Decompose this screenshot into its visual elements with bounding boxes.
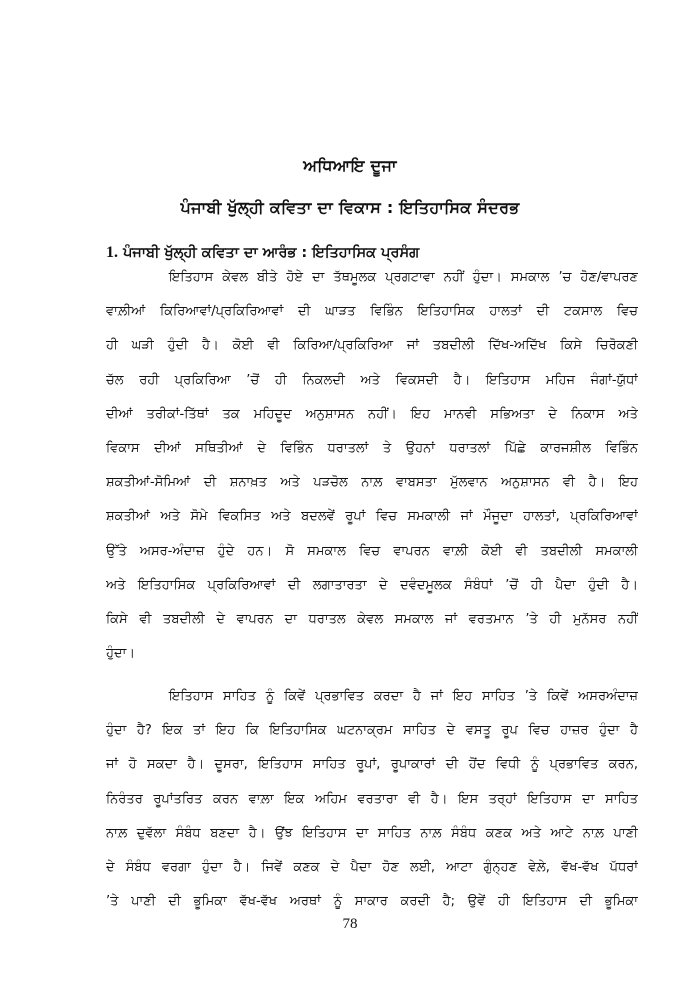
text-line: ਸ਼ਕਤੀਆਂ ਅਤੇ ਸੋਮੇ ਵਿਕਸਿਤ ਅਤੇ ਬਦਲਵੇਂ ਰੂਪਾਂ ਵਿਚ ਸਮਕਾਲੀ ਜਾਂ ਮੌਜੂਦਾ ਹਾਲਤਾਂ, ਪ੍ਰਕਿਰਿਆਵਾਂ bbox=[106, 509, 638, 525]
text-line: ’ਤੇ ਪਾਣੀ ਦੀ ਭੂਮਿਕਾ ਵੱਖ-ਵੱਖ ਅਰਥਾਂ ਨੂੰ ਸਾਕਾਰ ਕਰਦੀ ਹੈ; ਉਵੇਂ ਹੀ ਇਤਿਹਾਸ ਦੀ ਭੂਮਿਕਾ bbox=[106, 894, 638, 910]
text-line: ਹੁੰਦਾ। bbox=[106, 646, 136, 662]
text-line: ਸ਼ਕਤੀਆਂ-ਸੋਮਿਆਂ ਦੀ ਸ਼ਨਾਖ਼ਤ ਅਤੇ ਪੜਚੋਲ ਨਾਲ਼ ਵਾਬਸਤਾ ਮੁੱਲਵਾਨ ਅਨੁਸ਼ਾਸਨ ਵੀ ਹੈ। ਇਹ bbox=[106, 475, 638, 491]
section-heading-text: ਪੰਜਾਬੀ ਖੁੱਲ੍ਹੀ ਕਵਿਤਾ ਦਾ ਆਰੰਭ : ਇਤਿਹਾਸਿਕ ਪ੍ਰਸੰਗ bbox=[123, 245, 420, 261]
paragraph-2 bbox=[106, 687, 638, 926]
chapter-title: ਪੰਜਾਬੀ ਖੁੱਲ੍ਹੀ ਕਵਿਤਾ ਦਾ ਵਿਕਾਸ : ਇਤਿਹਾਸਿਕ ਸੰਦਰਭ bbox=[180, 198, 520, 217]
text-line: ਚੱਲ ਰਹੀ ਪ੍ਰਕਿਰਿਆ ’ਚੋਂ ਹੀ ਨਿਕਲਦੀ ਅਤੇ ਵਿਕਸਦੀ ਹੈ। ਇਤਿਹਾਸ ਮਹਿਜ ਜੰਗਾਂ-ਯੁੱਧਾਂ bbox=[106, 372, 638, 388]
text-line: ਇਤਿਹਾਸ ਕੇਵਲ ਬੀਤੇ ਹੋਏ ਦਾ ਤੱਥਮੂਲਕ ਪ੍ਰਗਟਾਵਾ ਨਹੀਂ ਹੁੰਦਾ। ਸਮਕਾਲ ’ਚ ਹੋਣ/ਵਾਪਰਣ bbox=[169, 270, 638, 285]
text-line: ਵਾਲ਼ੀਆਂ ਕਿਰਿਆਵਾਂ/ਪ੍ਰਕਿਰਿਆਵਾਂ ਦੀ ਘਾੜਤ ਵਿਭਿੰਨ ਇਤਿਹਾਸਿਕ ਹਾਲਤਾਂ ਦੀ ਟਕਸਾਲ ਵਿਚ bbox=[106, 304, 638, 320]
text-line: ਇਤਿਹਾਸ ਸਾਹਿਤ ਨੂੰ ਕਿਵੇਂ ਪ੍ਰਭਾਵਿਤ ਕਰਦਾ ਹੈ ਜਾਂ ਇਹ ਸਾਹਿਤ ’ਤੇ ਕਿਵੇਂ ਅਸਰਅੰਦਾਜ਼ bbox=[169, 689, 638, 704]
text-line: ਦੀਆਂ ਤਰੀਕਾਂ-ਤਿੱਥਾਂ ਤਕ ਮਹਿਦੂਦ ਅਨੁਸ਼ਾਸਨ ਨਹੀਂ। ਇਹ ਮਾਨਵੀ ਸਭਿਅਤਾ ਦੇ ਨਿਕਾਸ ਅਤੇ bbox=[106, 406, 638, 422]
text-line: ਦੇ ਸੰਬੰਧ ਵਰਗਾ ਹੁੰਦਾ ਹੈ। ਜਿਵੇਂ ਕਣਕ ਦੇ ਪੈਦਾ ਹੋਣ ਲਈ, ਆਟਾ ਗੁੰਨ੍ਹਣ ਵੇਲ਼ੇ, ਵੱਖ-ਵੱਖ ਪੱਧਰਾਂ bbox=[106, 859, 638, 875]
text-line: ਉੱਤੇ ਅਸਰ-ਅੰਦਾਜ਼ ਹੁੰਦੇ ਹਨ। ਸੋ ਸਮਕਾਲ ਵਿਚ ਵਾਪਰਨ ਵਾਲ਼ੀ ਕੋਈ ਵੀ ਤਬਦੀਲੀ ਸਮਕਾਲੀ bbox=[106, 543, 638, 559]
text-line: ਅਤੇ ਇਤਿਹਾਸਿਕ ਪ੍ਰਕਿਰਿਆਵਾਂ ਦੀ ਲਗਾਤਾਰਤਾ ਦੇ ਦਵੰਦਮੂਲਕ ਸੰਬੰਧਾਂ ’ਚੋਂ ਹੀ ਪੈਦਾ ਹੁੰਦੀ ਹੈ। bbox=[106, 577, 638, 593]
text-line: ਵਿਕਾਸ ਦੀਆਂ ਸਥਿਤੀਆਂ ਦੇ ਵਿਭਿੰਨ ਧਰਾਤਲਾਂ ਤੇ ਉਹਨਾਂ ਧਰਾਤਲਾਂ ਪਿੱਛੇ ਕਾਰਜਸ਼ੀਲ ਵਿਭਿੰਨ bbox=[106, 440, 638, 456]
section-number: 1. bbox=[106, 244, 118, 261]
text-line: ਹੁੰਦਾ ਹੈ? ਇਕ ਤਾਂ ਇਹ ਕਿ ਇਤਿਹਾਸਿਕ ਘਟਨਾਕ੍ਰਮ ਸਾਹਿਤ ਦੇ ਵਸਤੂ ਰੂਪ ਵਿਚ ਹਾਜ਼ਰ ਹੁੰਦਾ ਹੈ bbox=[106, 723, 638, 739]
section-heading bbox=[106, 244, 419, 262]
paragraph-1 bbox=[106, 268, 638, 678]
text-line: ਜਾਂ ਹੋ ਸਕਦਾ ਹੈ। ਦੂਸਰਾ, ਇਤਿਹਾਸ ਸਾਹਿਤ ਰੂਪਾਂ, ਰੂਪਾਕਾਰਾਂ ਦੀ ਹੋਂਦ ਵਿਧੀ ਨੂੰ ਪ੍ਰਭਾਵਿਤ ਕਰਨ, bbox=[106, 757, 638, 773]
text-line: ਨਿਰੰਤਰ ਰੂਪਾਂਤਰਿਤ ਕਰਨ ਵਾਲ਼ਾ ਇਕ ਅਹਿਮ ਵਰਤਾਰਾ ਵੀ ਹੈ। ਇਸ ਤਰ੍ਹਾਂ ਇਤਿਹਾਸ ਦਾ ਸਾਹਿਤ bbox=[106, 791, 638, 807]
page-number: 78 bbox=[342, 916, 358, 932]
text-line: ਹੀ ਘੜੀ ਹੁੰਦੀ ਹੈ। ਕੋਈ ਵੀ ਕਿਰਿਆ/ਪ੍ਰਕਿਰਿਆ ਜਾਂ ਤਬਦੀਲੀ ਦਿੱਖ-ਅਦਿੱਖ ਕਿਸੇ ਚਿਰੋਕਣੀ bbox=[106, 338, 638, 354]
text-line: ਕਿਸੇ ਵੀ ਤਬਦੀਲੀ ਦੇ ਵਾਪਰਨ ਦਾ ਧਰਾਤਲ ਕੇਵਲ ਸਮਕਾਲ ਜਾਂ ਵਰਤਮਾਨ ’ਤੇ ਹੀ ਮੁਨੱਸਰ ਨਹੀਂ bbox=[106, 611, 638, 627]
text-line: ਨਾਲ਼ ਦੁਵੱਲਾ ਸੰਬੰਧ ਬਣਦਾ ਹੈ। ਉਂਝ ਇਤਿਹਾਸ ਦਾ ਸਾਹਿਤ ਨਾਲ਼ ਸੰਬੰਧ ਕਣਕ ਅਤੇ ਆਟੇ ਨਾਲ਼ ਪਾਣੀ bbox=[106, 825, 638, 841]
chapter-label: ਅਧਿਆਇ ਦੂਜਾ bbox=[303, 156, 397, 175]
